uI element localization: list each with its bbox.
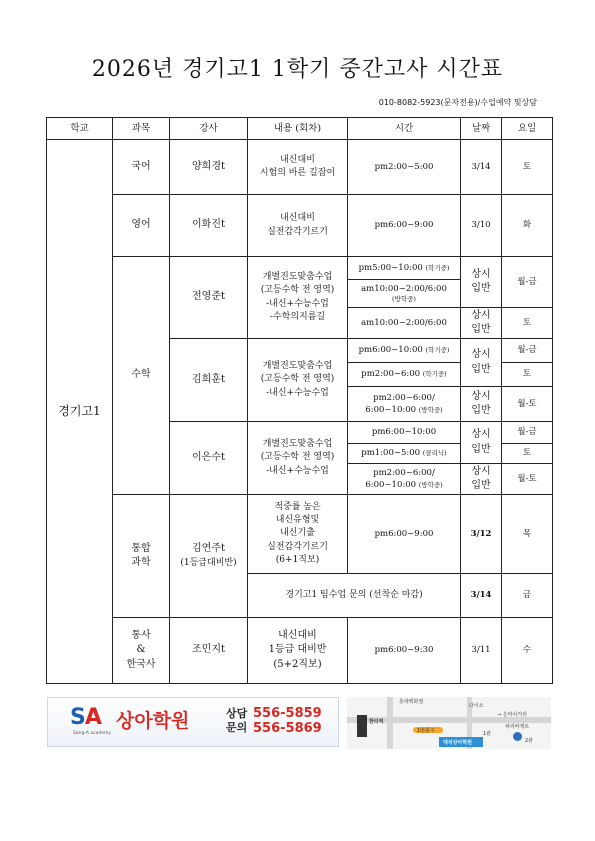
subject-line: 통사 xyxy=(131,629,151,641)
table-row xyxy=(47,618,553,684)
time-note: (학기중) xyxy=(425,346,450,355)
teacher-math-2: 김희훈t xyxy=(170,339,248,422)
time-text: am10:00~2:00/6:00 xyxy=(361,283,447,294)
academy-name: 상아학원 xyxy=(116,710,190,732)
header-date: 날짜 xyxy=(461,118,502,140)
consult-line: 상담 xyxy=(226,707,248,720)
teacher-science xyxy=(170,495,248,618)
phone-numbers xyxy=(253,706,322,736)
content-line: 실전감각기르기 xyxy=(267,226,328,237)
time-text: pm2:00~6:00 xyxy=(361,369,421,380)
time-cell xyxy=(348,257,461,280)
subject-line: 과학 xyxy=(131,557,151,568)
phone-number: 556-5869 xyxy=(253,721,322,736)
academy-subtitle: Sang-A academy xyxy=(73,731,112,736)
location-map xyxy=(347,697,551,749)
time-text: pm2:00~6:00/ xyxy=(373,392,435,403)
time-cell: am10:00~2:00/6:00 xyxy=(348,308,461,339)
time-text: pm6:00~10:00 xyxy=(358,345,423,356)
academy-ad xyxy=(47,697,339,747)
logo-letter-s: S xyxy=(70,705,85,730)
time-note: (학기중) xyxy=(425,263,450,272)
map-label: 파리바게트 xyxy=(505,724,530,730)
map-label: → 은마사거리 xyxy=(497,712,527,718)
consult-label xyxy=(226,707,247,735)
header-day: 요일 xyxy=(502,118,553,140)
content-line: 개별진도맞춤수업 xyxy=(262,361,333,372)
content-line: -내신+수능수업 xyxy=(266,387,329,398)
table-row xyxy=(47,495,553,574)
date-history: 3/11 xyxy=(461,618,502,684)
time-note: (방학중) xyxy=(418,406,443,414)
day-cell: 토 xyxy=(502,308,553,339)
content-line: -수학의지름길 xyxy=(269,311,326,322)
date-line: 입반 xyxy=(471,283,491,294)
time-text: pm5:00~10:00 xyxy=(358,262,423,273)
day-science: 목 xyxy=(502,495,553,574)
date-line: 상시 xyxy=(471,268,491,280)
content-line: 시험의 바른 길잡이 xyxy=(259,168,336,178)
date-science: 3/12 xyxy=(461,495,502,574)
date-line: 상시 xyxy=(471,429,491,440)
content-line: (6+1직보) xyxy=(275,554,320,565)
map-road xyxy=(387,697,393,749)
teacher-history: 조민지t xyxy=(170,618,248,684)
date-cell xyxy=(461,464,502,495)
map-label: 한티역 xyxy=(369,719,384,725)
time-note: (학기중) xyxy=(422,370,447,379)
map-label: 대치상아학원 xyxy=(443,740,472,746)
day-history: 수 xyxy=(502,618,553,684)
date-line: 상시 xyxy=(471,390,491,402)
header-time: 시간 xyxy=(348,118,461,140)
date-cell xyxy=(461,339,502,387)
time-cell xyxy=(348,339,461,363)
time-text: 6:00~10:00 xyxy=(365,405,417,415)
school-cell: 경기고1 xyxy=(47,140,113,684)
day-cell: 토 xyxy=(502,363,553,387)
content-line: 내신유형및 xyxy=(275,515,320,526)
team-inquiry: 경기고1 팀수업 문의 (선착순 마감) xyxy=(248,574,461,618)
phone-number: 556-5859 xyxy=(253,706,322,721)
content-line: 1등급 대비반 xyxy=(268,644,327,656)
content-line: 내신대비 xyxy=(280,154,315,165)
location-pin-icon xyxy=(513,732,522,741)
time-note: (방학중) xyxy=(418,481,443,489)
contact-info: 010-8082-5923(문자전용)/수업예약 및상담 xyxy=(378,98,537,107)
date-cell xyxy=(461,387,502,422)
time-cell xyxy=(348,363,461,387)
header-content: 내용 (회차) xyxy=(248,118,348,140)
schedule-table xyxy=(46,117,553,684)
content-line: (5+2직보) xyxy=(273,658,322,670)
content-korean xyxy=(248,140,348,195)
day-cell: 월-금 xyxy=(502,257,553,308)
building-icon xyxy=(357,715,367,737)
content-math-3 xyxy=(248,422,348,495)
map-label: 1관 xyxy=(483,731,492,737)
time-line xyxy=(348,404,460,416)
header-school: 학교 xyxy=(47,118,113,140)
time-text: 6:00~10:00 xyxy=(365,480,417,490)
date-line: 입반 xyxy=(471,480,491,491)
header-subject: 과목 xyxy=(113,118,170,140)
day-team: 금 xyxy=(502,574,553,618)
time-history: pm6:00~9:30 xyxy=(348,618,461,684)
subject-line: & xyxy=(136,644,146,656)
content-line: (고등수학 전 영역) xyxy=(260,285,335,296)
content-line: (고등수학 전 영역) xyxy=(260,452,335,463)
time-cell: pm6:00~10:00 xyxy=(348,422,461,444)
date-line: 상시 xyxy=(471,309,491,321)
date-line: 상시 xyxy=(471,349,491,360)
time-note: (방학중) xyxy=(392,294,416,303)
map-label: 롯데백화점 xyxy=(399,699,424,705)
teacher-korean: 양희경t xyxy=(170,140,248,195)
time-english: pm6:00~9:00 xyxy=(348,195,461,257)
content-line: (고등수학 전 영역) xyxy=(260,374,335,385)
date-cell xyxy=(461,422,502,464)
page-title: 2026년 경기고1 1학기 중간고사 시간표 xyxy=(91,57,504,82)
map-label: 다이소 xyxy=(469,703,484,709)
content-line: 내신대비 xyxy=(278,629,317,641)
content-line: 개별진도맞춤수업 xyxy=(262,272,333,283)
date-line: 입반 xyxy=(471,324,491,335)
date-line: 입반 xyxy=(471,405,491,416)
teacher-note: (1등급대비반) xyxy=(180,557,237,568)
subject-history xyxy=(113,618,170,684)
date-team: 3/14 xyxy=(461,574,502,618)
day-cell: 월-토 xyxy=(502,387,553,422)
logo-letter-a: A xyxy=(84,705,101,730)
date-line: 상시 xyxy=(471,465,491,477)
subject-korean: 국어 xyxy=(113,140,170,195)
subject-science xyxy=(113,495,170,618)
content-math-1 xyxy=(248,257,348,339)
content-line: -내신+수능수업 xyxy=(266,465,329,476)
teacher-math-1: 전영준t xyxy=(170,257,248,339)
content-line: 개별진도맞춤수업 xyxy=(262,439,333,450)
footer-banner xyxy=(47,697,551,749)
day-english: 화 xyxy=(502,195,553,257)
time-cell xyxy=(348,387,461,422)
content-math-2 xyxy=(248,339,348,422)
content-english xyxy=(248,195,348,257)
table-row xyxy=(47,195,553,257)
table-row xyxy=(47,140,553,195)
time-cell xyxy=(348,280,461,308)
table-row xyxy=(47,257,553,280)
header-row xyxy=(47,118,553,140)
time-text: pm1:00~5:00 xyxy=(361,448,421,459)
teacher-name: 김연주t xyxy=(192,543,225,555)
day-cell: 월-토 xyxy=(502,464,553,495)
content-line: 적중률 높은 xyxy=(274,502,321,513)
time-korean: pm2:00~5:00 xyxy=(348,140,461,195)
time-text: pm2:00~6:00/ xyxy=(373,467,435,478)
date-cell xyxy=(461,257,502,308)
time-line xyxy=(348,479,460,491)
map-label: 1번출구 xyxy=(417,728,435,734)
content-history xyxy=(248,618,348,684)
content-line: -내신+수능수업 xyxy=(266,298,329,309)
subject-line: 한국사 xyxy=(126,658,156,670)
teacher-math-3: 이은수t xyxy=(170,422,248,495)
content-science xyxy=(248,495,348,574)
header-teacher: 강사 xyxy=(170,118,248,140)
time-science: pm6:00~9:00 xyxy=(348,495,461,574)
day-cell: 월-금 xyxy=(502,422,553,444)
subject-line: 통합 xyxy=(131,542,151,554)
subject-math: 수학 xyxy=(113,257,170,495)
date-english: 3/10 xyxy=(461,195,502,257)
time-cell xyxy=(348,444,461,464)
day-cell: 월-금 xyxy=(502,339,553,363)
date-cell xyxy=(461,308,502,339)
content-line: 내신기출 xyxy=(280,528,315,539)
date-line: 입반 xyxy=(471,443,491,455)
time-note: (클리닉) xyxy=(422,449,447,458)
day-korean: 토 xyxy=(502,140,553,195)
content-line: 실전감각기르기 xyxy=(267,541,328,552)
time-cell xyxy=(348,464,461,495)
map-label: 2관 xyxy=(525,738,534,744)
consult-line: 문의 xyxy=(226,721,248,734)
teacher-english: 이화진t xyxy=(170,195,248,257)
date-korean: 3/14 xyxy=(461,140,502,195)
date-line: 입반 xyxy=(471,363,491,375)
subject-english: 영어 xyxy=(113,195,170,257)
content-line: 내신대비 xyxy=(280,213,315,224)
academy-logo xyxy=(70,705,101,730)
day-cell: 토 xyxy=(502,444,553,464)
